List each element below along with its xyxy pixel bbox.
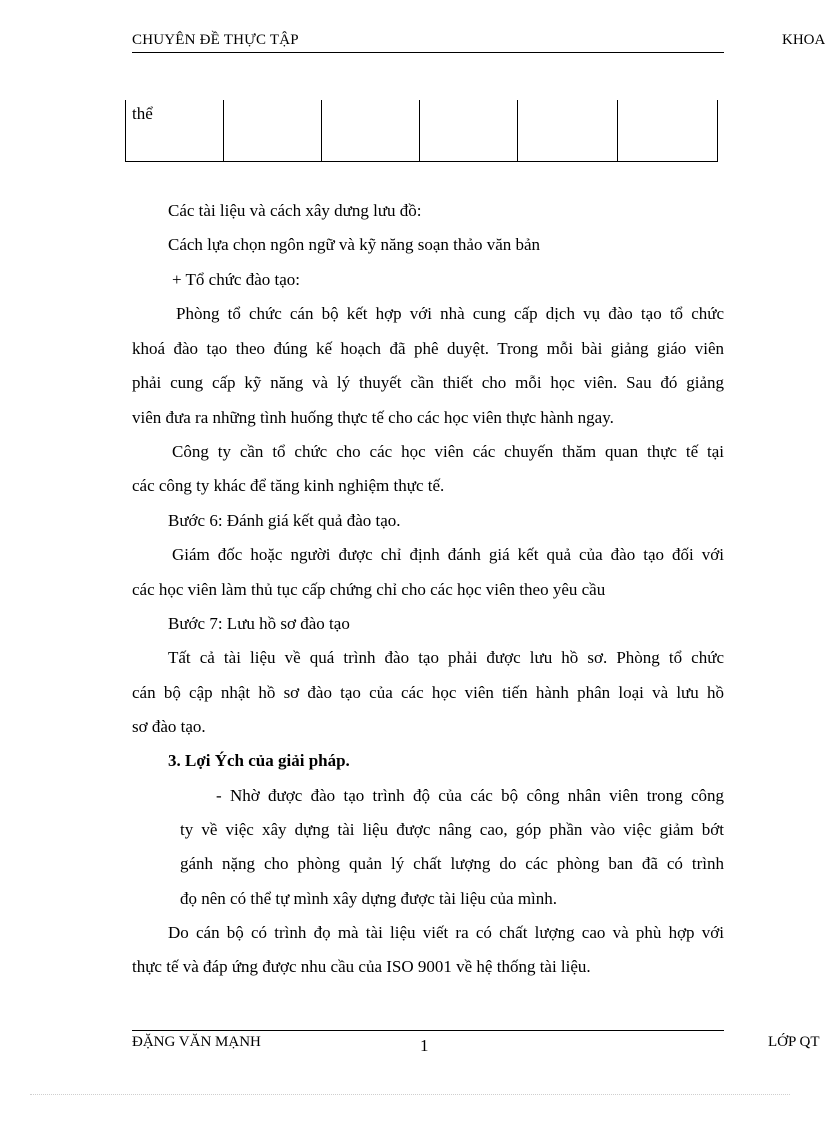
paragraph-language-skills: Cách lựa chọn ngôn ngữ và kỹ năng soạn thảo văn bản (168, 235, 541, 254)
table-cell (618, 100, 718, 162)
page-header-title: CHUYÊN ĐỀ THỰC TẬP (132, 32, 299, 48)
table-cell: thể (126, 100, 224, 162)
paragraph-line: Công ty cần tổ chức cho các học viên các chuyến thăm quan thực tế tại (172, 442, 724, 461)
paragraph-line: ty về việc xây dựng tài liệu được nâng cao, góp phần vào việc giảm bớt (180, 820, 724, 839)
paragraph-line: - Nhờ được đào tạo trình độ của các bộ công nhân viên trong công (216, 786, 724, 805)
footer-divider (132, 1030, 724, 1031)
paragraph-line: Do cán bộ có trình đọ mà tài liệu viết ra có chất lượng cao và phù hợp với (168, 923, 724, 942)
paragraph-line: Phòng tổ chức cán bộ kết hợp với nhà cung cấp dịch vụ đào tạo tổ chức (176, 304, 724, 323)
paragraph-line: sơ đào tạo. (132, 717, 206, 736)
paragraph-documents-flowchart: Các tài liệu và cách xây dưng lưu đồ: (168, 201, 422, 220)
table-cell (224, 100, 322, 162)
paragraph-line: khoá đào tạo theo đúng kế hoạch đã phê duyệt. Trong mỗi bài giảng giáo viên (132, 339, 724, 358)
table-cell (420, 100, 518, 162)
page-header-department: KHOA (782, 32, 825, 48)
paragraph-line: thực tế và đáp ứng được nhu cầu của ISO 9001 về hệ thống tài liệu. (132, 957, 591, 976)
step-7-heading: Bước 7: Lưu hồ sơ đào tạo (168, 614, 350, 633)
table-cell (518, 100, 618, 162)
header-divider (132, 52, 724, 53)
paragraph-line: gánh nặng cho phòng quản lý chất lượng do các phòng ban đã có trình (180, 854, 724, 873)
table-cell (322, 100, 420, 162)
paragraph-line: các học viên làm thủ tục cấp chứng chỉ cho các học viên theo yêu cầu (132, 580, 606, 599)
table-fragment (125, 100, 718, 162)
section-heading-benefits: 3. Lợi Ých của giải pháp. (168, 751, 350, 770)
step-6-heading: Bước 6: Đánh giá kết quả đào tạo. (168, 511, 401, 530)
paragraph-line: các công ty khác để tăng kinh nghiệm thực tế. (132, 476, 445, 495)
paragraph-line: Giám đốc hoặc người được chỉ định đánh giá kết quả của đào tạo đối với (172, 545, 724, 564)
paragraph-line: đọ nên có thể tự mình xây dựng được tài liệu của mình. (180, 889, 558, 908)
paragraph-line: viên đưa ra những tình huống thực tế cho các học viên thực hành ngay. (132, 408, 614, 427)
footer-author: ĐẶNG VĂN MẠNH (132, 1034, 261, 1050)
paragraph-line: phải cung cấp kỹ năng và lý thuyết cần thiết cho mỗi học viên. Sau đó giảng (132, 373, 724, 392)
page-number: 1 (420, 1036, 429, 1055)
paragraph-line: Tất cả tài liệu về quá trình đào tạo phải được lưu hồ sơ. Phòng tổ chức (168, 648, 724, 667)
page-bottom-edge (30, 1094, 790, 1095)
paragraph-line: cán bộ cập nhật hồ sơ đào tạo của các học viên tiến hành phân loại và lưu hồ (132, 683, 724, 702)
footer-class: LỚP QT (768, 1034, 820, 1050)
table-row (126, 100, 718, 162)
paragraph-training-organization: + Tổ chức đào tạo: (172, 270, 301, 289)
